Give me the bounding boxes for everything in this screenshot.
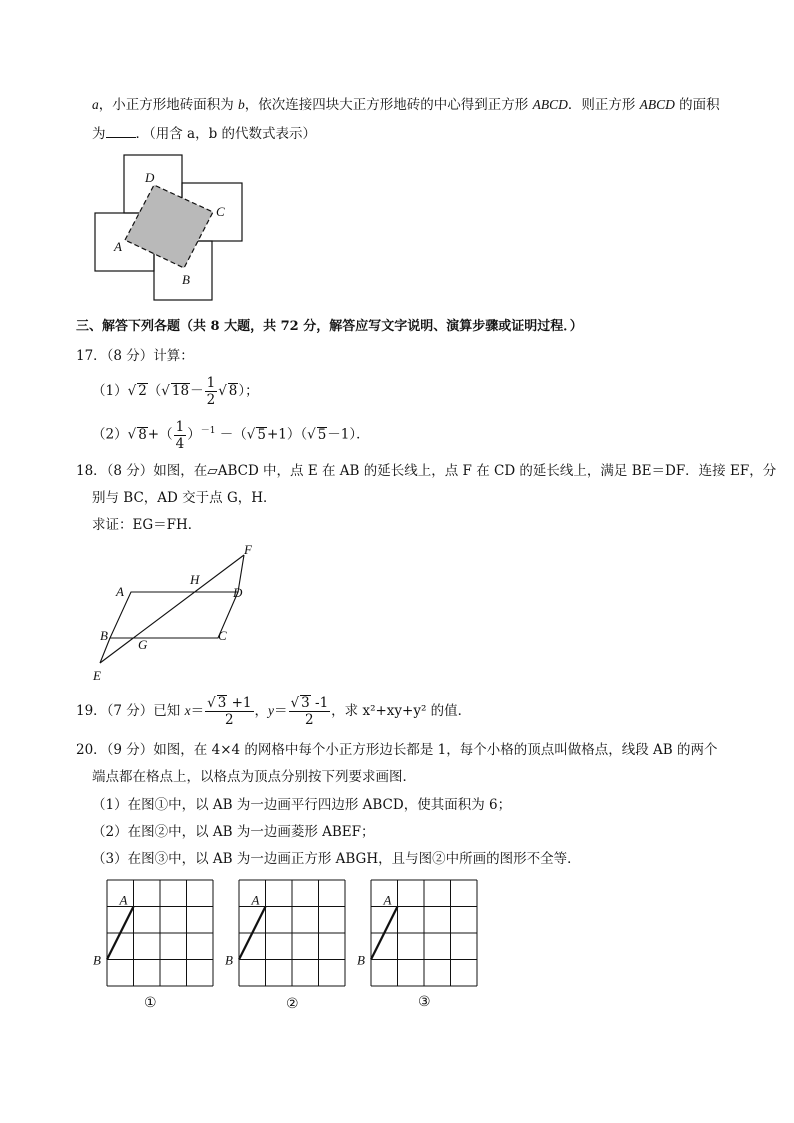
problem18-line3: 求证：EG＝FH． <box>92 517 202 533</box>
segment-ef <box>100 555 244 663</box>
label-d: D <box>145 170 155 185</box>
problem19: 19．（7 分）已知 x＝ $\frac{√ 3 +1}{2}$ ，y＝ $\frac{√ 3 -1}{2}$ ，求 x²+xy+y² 的值． <box>76 695 472 728</box>
problem20-item3: （3）在图③中，以 AB 为一边画正方形 ABGH，且与图②中所画的图形不全等． <box>92 851 581 867</box>
answer-blank <box>106 125 136 138</box>
problem20-item2: （2）在图②中，以 AB 为一边画菱形 ABEF； <box>92 824 375 840</box>
problem17-part2: （2）√ 8+（ $\frac{1}{4}$ ）$^{-1}$ －（√ 5+1）（√ 5－1）． <box>92 418 370 452</box>
label-f: F <box>244 542 252 557</box>
fraction-quarter: $\frac{1}{4}$ <box>175 418 185 452</box>
section3-heading: 三、解答下列各题（共 8 大题，共 72 分，解答应写文字说明、演算步骤或证明过程．） <box>76 319 583 334</box>
label-a: A <box>251 892 260 908</box>
fraction-half: $\frac{1}{2}$ <box>206 375 216 408</box>
problem17-head: 17．（8 分）计算： <box>76 348 194 364</box>
label-a: A <box>383 892 392 908</box>
label-e: E <box>93 668 101 683</box>
square-abcd <box>125 185 213 268</box>
grid-figure-2 <box>222 877 352 987</box>
problem18-line1: 18．（8 分）如图，在▱ABCD 中，点 E 在 AB 的延长线上，点 F 在 CD 的延长线上，满足 BE＝DF．连接 EF，分 <box>76 463 777 479</box>
problem16-line2: 为 ．（用含 a，b 的代数式表示） <box>92 126 317 142</box>
label-c: C <box>218 628 227 643</box>
fraction-y: $\frac{√ 3 -1}{2}$ <box>290 695 329 728</box>
label-d: D <box>233 585 243 600</box>
grid-figure-1 <box>90 877 220 987</box>
tiles-figure <box>92 153 252 303</box>
problem20-line2: 端点都在格点上，以格点为顶点分别按下列要求画图． <box>92 769 416 785</box>
problem16-line1: a，小正方形地砖面积为 b，依次连接四块大正方形地砖的中心得到正方形 ABCD．则正方形 ABCD 的面积 <box>92 97 720 113</box>
parallelogram-figure <box>90 542 290 682</box>
label-g: G <box>138 637 148 652</box>
label-a: A <box>119 892 128 908</box>
label-b: B <box>100 628 108 643</box>
fraction-x: $\frac{√ 3 +1}{2}$ <box>207 695 252 728</box>
caption-3: ③ <box>418 994 431 1010</box>
problem17-part1: （1）√ 2（√ 18－ $\frac{1}{2}$ √ 8）； <box>92 375 259 408</box>
label-h: H <box>190 572 200 587</box>
label-a: A <box>114 239 122 254</box>
label-b: B <box>225 952 233 968</box>
problem20-item1: （1）在图①中，以 AB 为一边画平行四边形 ABCD，使其面积为 6； <box>92 797 512 813</box>
label-b: B <box>182 272 190 287</box>
label-a: A <box>116 584 124 599</box>
caption-2: ② <box>286 996 299 1012</box>
label-b: B <box>357 952 365 968</box>
label-b: B <box>93 952 101 968</box>
problem18-line2: 别与 BC，AD 交于点 G，H． <box>92 490 277 506</box>
grid-figure-3 <box>354 877 484 987</box>
problem20-line1: 20．（9 分）如图，在 4×4 的网格中每个小正方形边长都是 1，每个小格的顶点叫做格点，线段 AB 的两个 <box>76 742 718 758</box>
label-c: C <box>216 204 225 219</box>
caption-1: ① <box>144 995 157 1011</box>
